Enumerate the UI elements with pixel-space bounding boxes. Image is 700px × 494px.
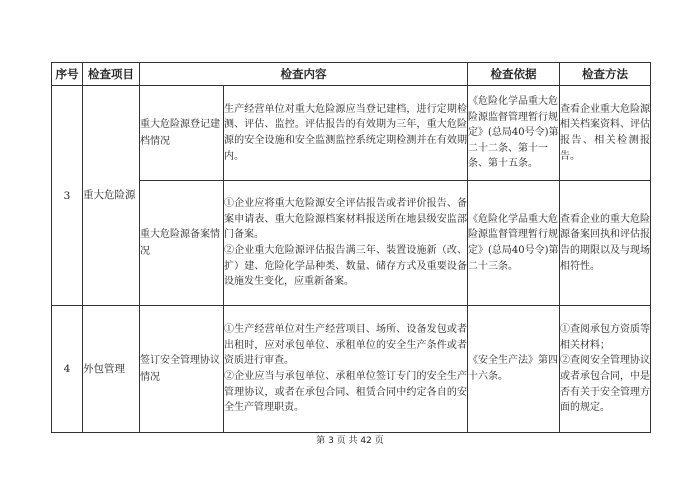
check-basis: 《危险化学品重大危险源监督管理暂行规定》(总局40号令)第二十三条。 xyxy=(468,181,560,306)
table-row xyxy=(52,306,651,433)
check-content xyxy=(224,181,468,306)
check-method xyxy=(560,86,651,181)
header-no: 序号 xyxy=(52,63,83,86)
header-basis: 检查依据 xyxy=(468,63,560,86)
check-content xyxy=(224,306,468,433)
table-row xyxy=(52,181,651,306)
inspection-table xyxy=(51,62,651,433)
sub-item: 签订安全管理协议情况 xyxy=(140,306,224,433)
check-item: 重大危险源 xyxy=(83,86,140,306)
sub-item: 重大危险源备案情况 xyxy=(140,181,224,306)
content-paragraph: ②企业应当与承包单位、承租单位签订专门的安全生产管理协议，或者在承包合同、租赁合同中约定各自的安全生产管理职责。 xyxy=(224,371,467,414)
method-paragraph: 查看企业的重大危险源备案回执和评估报告的期限以及与现场相符性。 xyxy=(560,213,650,272)
header-content: 检查内容 xyxy=(140,63,468,86)
check-item: 外包管理 xyxy=(83,306,140,433)
table-header-row xyxy=(52,63,651,86)
content-paragraph: ①企业应将重大危险源安全评估报告或者评价报告、备案申请表、重大危险源档案材料报送所在地县级安监部门备案。 xyxy=(224,198,467,241)
check-content xyxy=(224,86,468,181)
check-basis: 《安全生产法》第四十六条。 xyxy=(468,306,560,433)
check-basis: 《危险化学品重大危险源监督管理暂行规定》(总局40号令)第二十二条、第十一条、第十五条。 xyxy=(468,86,560,181)
check-method xyxy=(560,181,651,306)
sub-item: 重大危险源登记建档情况 xyxy=(140,86,224,181)
method-paragraph: ①查阅承包方资质等相关材料； xyxy=(560,324,650,351)
content-paragraph: 生产经营单位对重大危险源应当登记建档，进行定期检测、评估、监控。评估报告的有效期为三年，重大危险源的安全设施和安全监测监控系统定期检测并在有效期内。 xyxy=(224,103,467,162)
row-number: 3 xyxy=(52,86,83,306)
header-method: 检查方法 xyxy=(560,63,651,86)
content-paragraph: ①生产经营单位对生产经营项目、场所、设备发包或者出租时，应对承包单位、承租单位的安全生产条件或者资质进行审查。 xyxy=(224,324,467,367)
header-item: 检查项目 xyxy=(83,63,140,86)
page-footer: 第 3 页 共 42 页 xyxy=(316,436,384,446)
check-method xyxy=(560,306,651,433)
row-number: 4 xyxy=(52,306,83,433)
method-paragraph: 查看企业重大危险源相关档案资料、评估报告、相关检测报告。 xyxy=(560,103,650,162)
method-paragraph: ②查阅安全管理协议或者承包合同，中是否有关于安全管理方面的规定。 xyxy=(560,355,650,414)
content-paragraph: ②企业重大危险源评估报告满三年、装置设施新（改、扩）建、危险化学品种类、数量、储存方式及重要设备设施发生变化，应重新备案。 xyxy=(224,245,467,288)
table-row xyxy=(52,86,651,181)
